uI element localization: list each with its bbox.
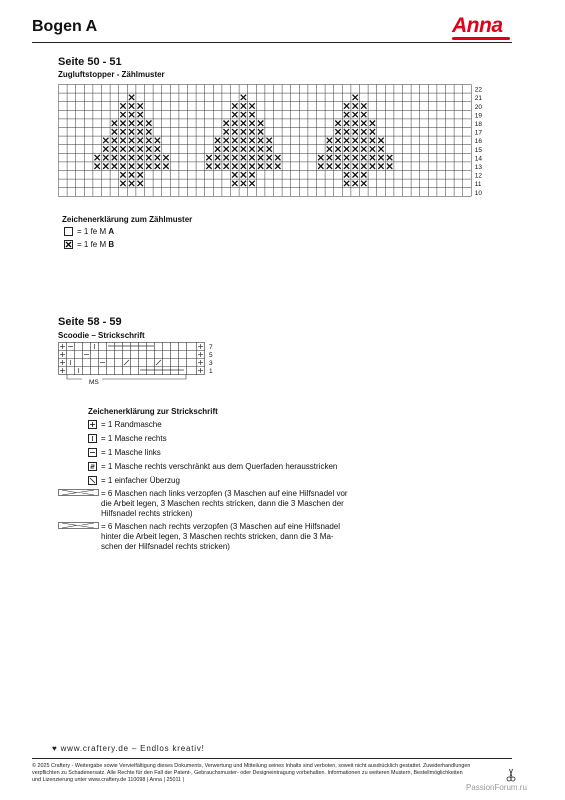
empty-square-icon [64, 227, 73, 236]
section2-legend-title: Zeichenerklärung zur Strickschrift [88, 407, 218, 416]
legend-b: = 1 fe M B [77, 240, 115, 249]
chart-row-label: 16 [474, 138, 483, 146]
cross-square-icon [64, 240, 73, 249]
chart-row-label: 20 [474, 103, 483, 111]
chart-row-label: 13 [474, 164, 483, 171]
footer-rule [32, 758, 512, 759]
ms-label: MS [89, 379, 99, 386]
footer-tagline: ♥ www.craftery.de – Endlos kreativ! [52, 744, 205, 753]
logo-swoosh [452, 37, 510, 40]
legend-randmasche: = 1 Randmasche [101, 420, 162, 429]
knitting-chart [58, 342, 228, 390]
legend-masche-rechts: = 1 Masche rechts [101, 434, 167, 443]
chart-row-label: 18 [474, 121, 483, 128]
watermark: PassionForum.ru [466, 783, 527, 792]
legend-verschraenkt: = 1 Masche rechts verschränkt aus dem Querfaden herausstricken [101, 462, 338, 471]
section2-heading: Seite 58 - 59 [58, 316, 122, 328]
section2-subheading: Scoodie – Strickschrift [58, 331, 145, 340]
anna-logo: Anna [452, 14, 503, 37]
svg-text:5: 5 [209, 352, 213, 359]
randmasche-icon [88, 420, 97, 429]
footer-legal: © 2025 Craftery - Weitergabe sowie Vervielfältigung dieses Dokuments, Verwertung und Mitteilung seines Inhalts sind verboten, soweit nicht ausdrücklich gestattet. Zuwiderhandlungen verpflichten zu Schadenersatz. Alle Rechte für den Fall der Patent-, Gebrauchsmuster- oder Designeintragung vorbehalten. Informationen zu weiteren Mustern, Bestellmöglichkeiten und Lizenzierung unter www.craftery.de 110098 | Anna | 25011 | [32, 763, 471, 783]
chart-row-label: 22 [474, 86, 483, 94]
page-title: Bogen A [32, 18, 98, 35]
masche-links-icon [88, 448, 97, 457]
section1-heading: Seite 50 - 51 [58, 56, 122, 68]
legend-masche-links: = 1 Masche links [101, 448, 161, 457]
legend-a: = 1 fe M A [77, 227, 115, 236]
verschraenkt-icon [88, 462, 97, 471]
cable-right-icon [58, 522, 100, 530]
section1-subheading: Zugluftstopper - Zählmuster [58, 70, 165, 79]
legend-cable-right: = 6 Maschen nach rechts verzopfen (3 Maschen auf eine Hilfsnadel hinter die Arbeit legen, 3 Maschen rechts stricken, dann die 3 Ma- schen der Hilfsnadel rechts stricken) [101, 522, 341, 551]
header-rule [32, 42, 512, 43]
ueberzug-icon [88, 476, 97, 485]
count-chart [58, 84, 488, 212]
chart-row-label: 14 [474, 155, 483, 163]
chart-row-label: 12 [474, 172, 483, 180]
chart-row-label: 10 [474, 189, 483, 197]
scissors-icon [506, 768, 516, 782]
chart-row-label: 19 [474, 112, 483, 120]
svg-text:3: 3 [209, 360, 213, 367]
chart-row-label: 17 [474, 129, 483, 137]
chart-row-label: 21 [474, 95, 483, 103]
section1-legend-title: Zeichenerklärung zum Zählmuster [62, 215, 193, 224]
chart-row-label: 11 [474, 181, 482, 189]
chart-row-label: 15 [474, 146, 483, 154]
masche-rechts-icon [88, 434, 97, 443]
legend-ueberzug: = 1 einfacher Überzug [101, 476, 180, 485]
legend-cable-left: = 6 Maschen nach links verzopfen (3 Maschen auf eine Hilfsnadel vor die Arbeit legen, 3 Maschen rechts stricken, dann die 3 Maschen der Hilfsnadel rechts stricken) [101, 489, 348, 518]
cable-left-icon [58, 489, 100, 497]
svg-text:7: 7 [209, 344, 213, 351]
svg-text:1: 1 [209, 368, 213, 375]
